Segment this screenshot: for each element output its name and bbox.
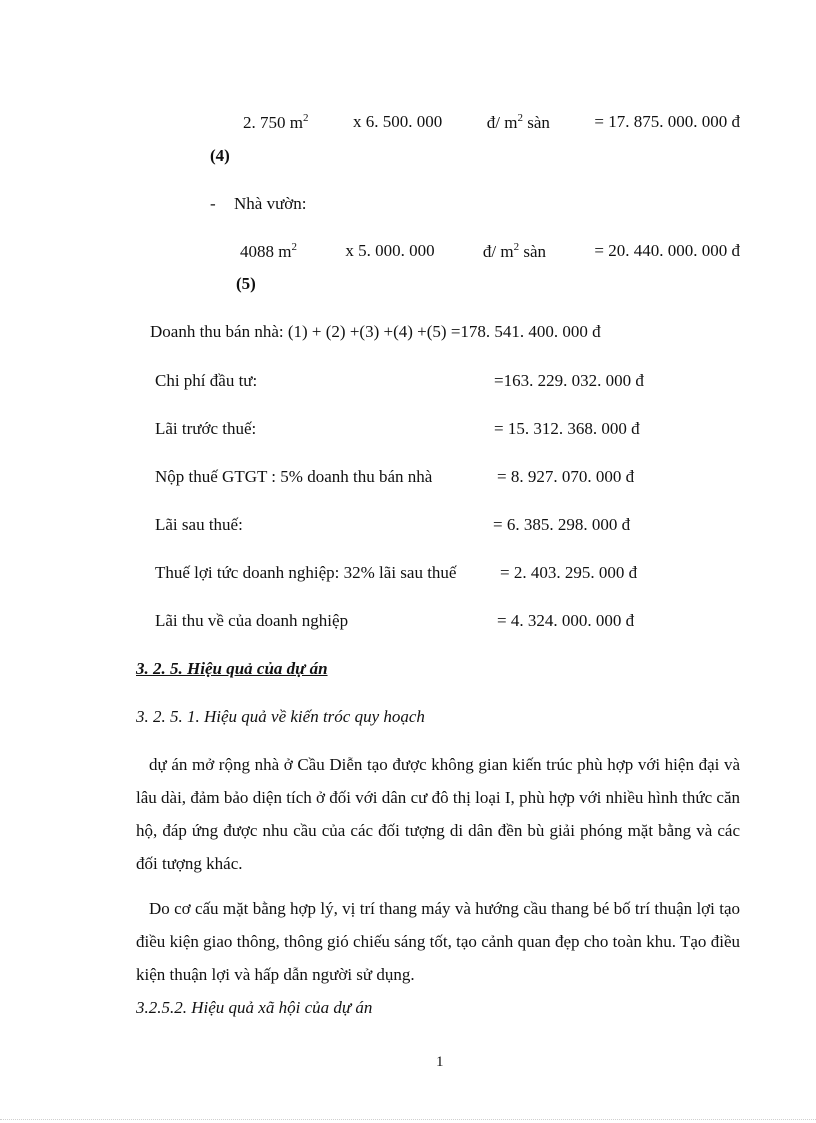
paragraph-1: dự án mở rộng nhà ở Cầu Diễn tạo được không gian kiến trúc phù hợp với hiện đại và lâu dài, đảm bảo diện tích ở đối với dân cư đô thị loại I, phù hợp với nhiều hình thức căn hộ, đáp ứng được nhu cầu của các đối tượng di dân đền bù giải phóng mặt bằng và các đối tượng khác.: [136, 755, 740, 873]
apt-ref: (4): [210, 146, 230, 165]
apt-result: = 17. 875. 000. 000 đ: [594, 112, 740, 131]
revenue-formula: (1) + (2) +(3) +(4) +(5) =178. 541. 400. 000 đ: [287, 322, 601, 341]
garden-label: Nhà vườn:: [234, 194, 307, 213]
revenue-label: Doanh thu bán nhà:: [150, 322, 284, 341]
page-bottom-divider: [0, 1119, 816, 1120]
apt-rate: x 6. 500. 000: [353, 112, 443, 131]
apt-unit: đ/ $m^2$ sàn: [486, 112, 550, 132]
subsection-heading-1: 3. 2. 5. 1. Hiệu quả về kiến tróc quy hoạch: [136, 707, 425, 726]
section-heading: 3. 2. 5. Hiệu quả của dự án: [136, 659, 328, 678]
finance-row-label: Lãi trước thuế:: [155, 419, 257, 438]
revenue-line: [150, 322, 601, 342]
garden-bullet: -: [210, 194, 216, 213]
finance-row-label: Thuế lợi tức doanh nghiệp: 32% lãi sau thuế: [155, 563, 457, 582]
apt-area: 2. 750 $m^2$: [243, 112, 309, 132]
finance-row-value: = 15. 312. 368. 000 đ: [494, 419, 640, 438]
finance-row-value: = 2. 403. 295. 000 đ: [500, 563, 638, 582]
garden-calc-line: [240, 241, 740, 262]
paragraph-2: Do cơ cấu mặt bằng hợp lý, vị trí thang máy và hướng cầu thang bé bố trí thuận lợi tạo điều kiện giao thông, thông gió chiếu sáng tốt, tạo cảnh quan đẹp cho toàn khu. Tạo điều kiện thuận lợi và hấp dẫn người sử dụng.: [136, 899, 740, 984]
garden-rate: x 5. 000. 000: [345, 241, 435, 260]
finance-row-value: = 6. 385. 298. 000 đ: [493, 515, 631, 534]
garden-result: = 20. 440. 000. 000 đ: [594, 241, 740, 260]
subsection-heading-2: 3.2.5.2. Hiệu quả xã hội của dự án: [136, 998, 373, 1017]
finance-row-label: Lãi thu về của doanh nghiệp: [155, 611, 349, 630]
garden-ref: (5): [236, 274, 256, 293]
finance-row-label: Lãi sau thuế:: [155, 515, 243, 534]
finance-row-label: Nộp thuế GTGT : 5% doanh thu bán nhà: [155, 467, 433, 486]
finance-row-value: = 4. 324. 000. 000 đ: [497, 611, 635, 630]
finance-row-value: =163. 229. 032. 000 đ: [494, 371, 644, 390]
garden-unit: đ/ $m^2$ sàn: [482, 241, 547, 261]
finance-row-value: = 8. 927. 070. 000 đ: [497, 467, 635, 486]
apartment-calc-line: [243, 112, 740, 133]
finance-row-label: Chi phí đầu tư:: [155, 371, 258, 390]
page-number: 1: [436, 1054, 444, 1070]
garden-area: 4088 $m^2$: [240, 241, 297, 261]
